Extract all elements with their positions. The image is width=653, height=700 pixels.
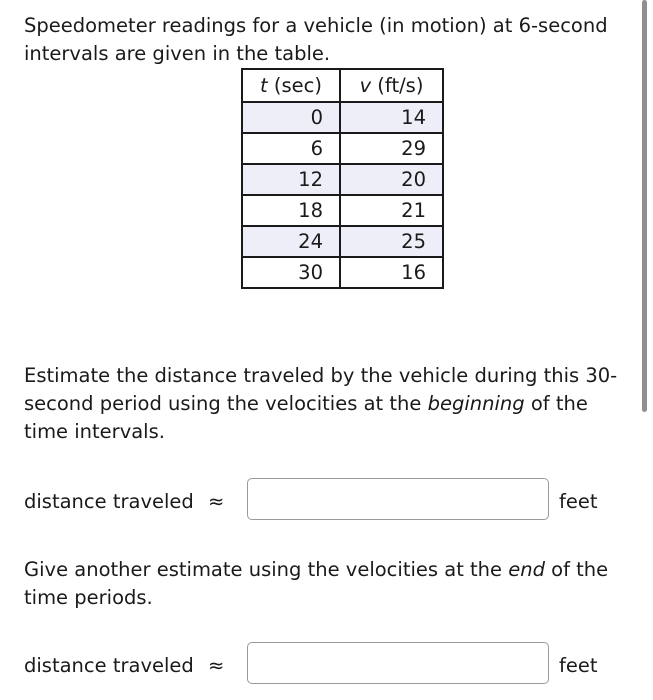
table-row [242, 226, 443, 257]
intro-text: Speedometer readings for a vehicle (in motion) at 6-second intervals are given in the table. [24, 14, 608, 65]
distance-end-input[interactable] [247, 642, 549, 684]
approx-symbol: ≈ [208, 654, 225, 677]
question-1-after: of the time intervals. [24, 392, 588, 443]
question-2-before: Give another estimate using the velocities at the [24, 558, 509, 581]
header-velocity-var: v [359, 74, 372, 97]
table-row [242, 102, 443, 133]
answer-2-label: distance traveled [24, 654, 194, 677]
table-header-row [242, 69, 443, 102]
header-velocity-unit: (ft/s) [371, 74, 424, 97]
speedometer-table [241, 68, 444, 289]
time-cell: 0 [242, 102, 340, 133]
question-2-emphasis: end [508, 558, 545, 581]
table-row [242, 257, 443, 288]
answer-2-unit: feet [559, 654, 598, 677]
approx-symbol: ≈ [208, 490, 225, 513]
answer-1-unit: feet [559, 490, 598, 513]
header-time-unit: (sec) [267, 74, 322, 97]
time-cell: 6 [242, 133, 340, 164]
time-cell: 30 [242, 257, 340, 288]
question-1-before: Estimate the distance traveled by the vehicle during this 30-second period using the velocities at the [24, 364, 618, 415]
time-cell: 24 [242, 226, 340, 257]
answer-2-row [24, 642, 629, 688]
header-velocity [340, 69, 443, 102]
question-1-emphasis: beginning [427, 392, 525, 415]
header-time-var: t [260, 74, 268, 97]
velocity-cell: 21 [340, 195, 443, 226]
table-row [242, 133, 443, 164]
table-row [242, 164, 443, 195]
question-1-text [24, 362, 629, 446]
time-cell: 18 [242, 195, 340, 226]
velocity-cell: 25 [340, 226, 443, 257]
answer-1-row [24, 478, 629, 524]
question-2-text [24, 556, 629, 612]
distance-beginning-input[interactable] [247, 478, 549, 520]
velocity-cell: 29 [340, 133, 443, 164]
question-2-after: of the time periods. [24, 558, 609, 609]
time-cell: 12 [242, 164, 340, 195]
vertical-scrollbar[interactable] [642, 0, 647, 412]
answer-1-label: distance traveled [24, 490, 194, 513]
velocity-cell: 16 [340, 257, 443, 288]
table-row [242, 195, 443, 226]
velocity-cell: 14 [340, 102, 443, 133]
velocity-cell: 20 [340, 164, 443, 195]
header-time [242, 69, 340, 102]
